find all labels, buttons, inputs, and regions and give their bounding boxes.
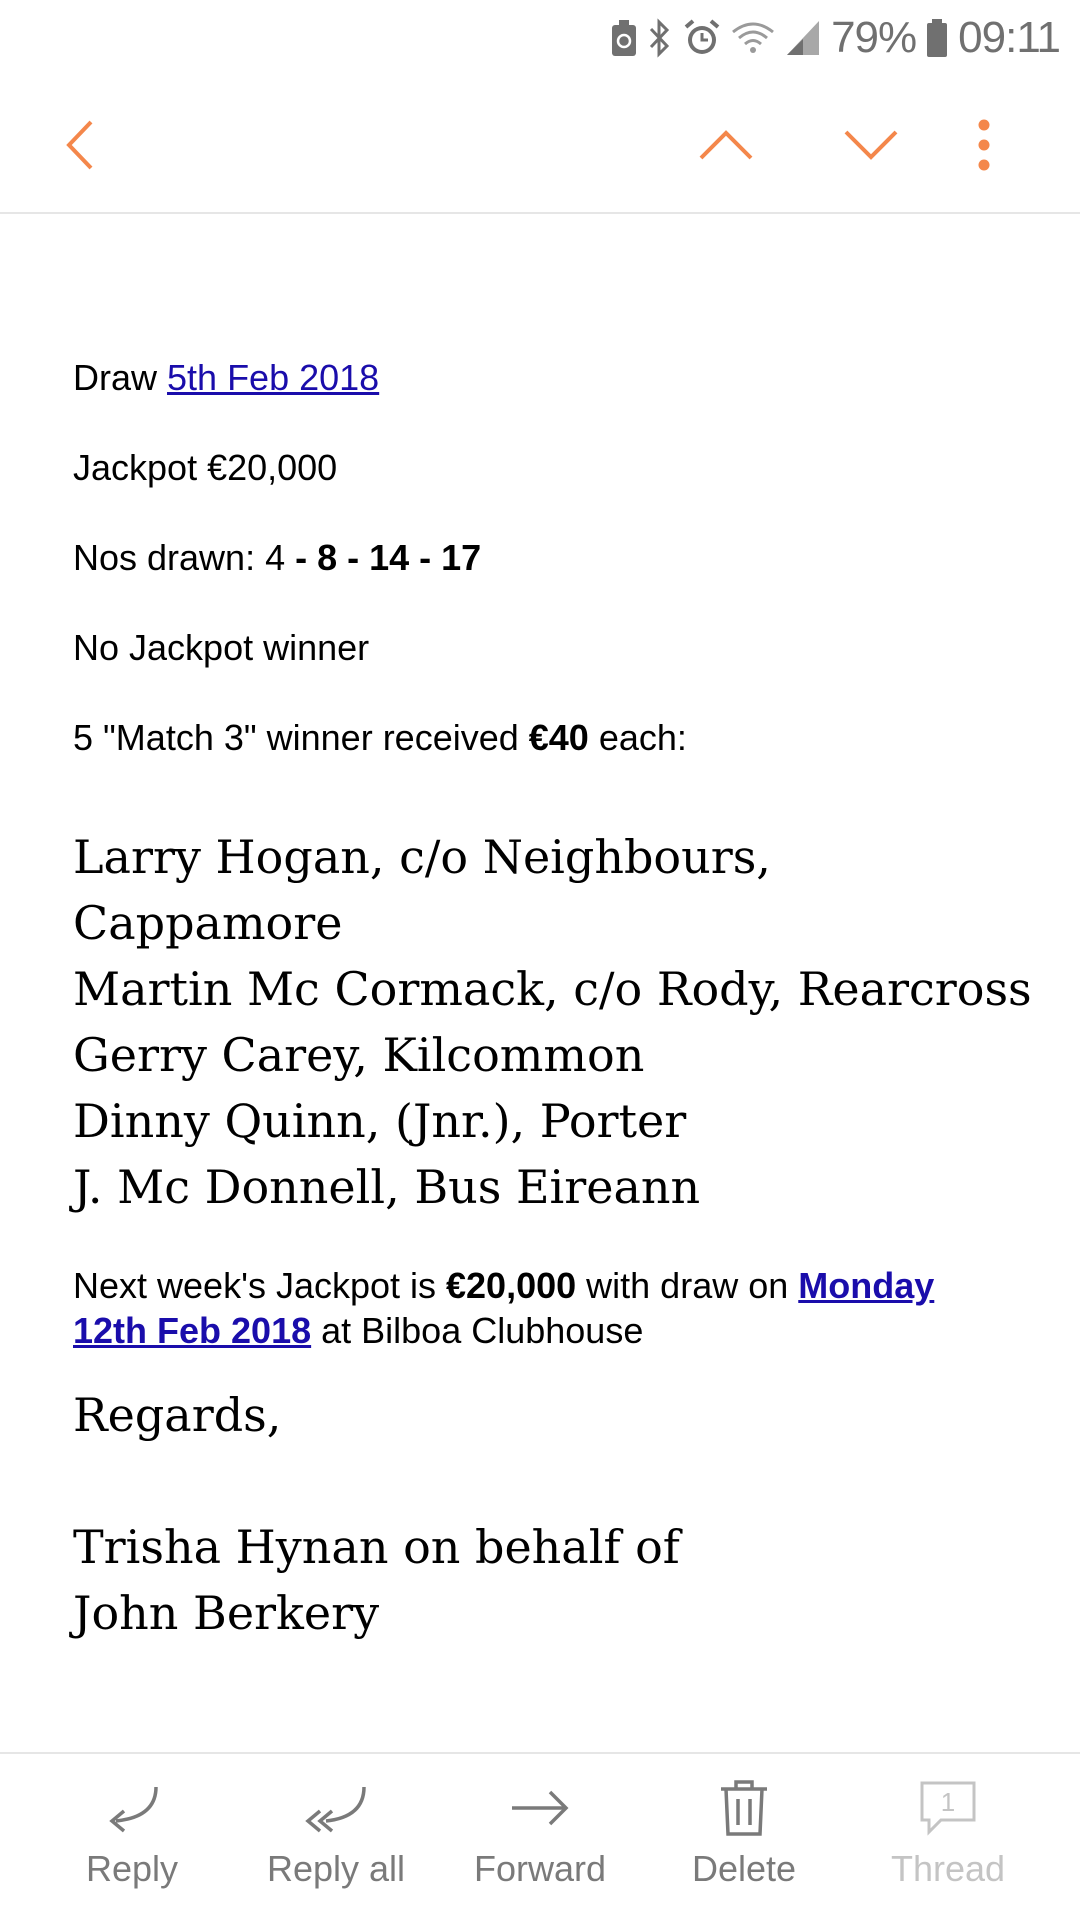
next-draw-venue: at Bilboa Clubhouse — [311, 1310, 644, 1351]
next-draw-date-link[interactable]: Monday — [798, 1265, 935, 1306]
reply-button[interactable] — [42, 1754, 222, 1920]
delete-icon — [719, 1779, 769, 1837]
draw-date-link[interactable]: 5th Feb 2018 — [167, 357, 380, 398]
next-jackpot-label: Next week's Jackpot is — [73, 1265, 447, 1306]
no-winner-line: No Jackpot winner — [73, 627, 370, 668]
signature-line: Trisha Hynan on behalf of — [73, 1520, 680, 1574]
winner-line: Cappamore — [73, 896, 343, 950]
winner-line: Larry Hogan, c/o Neighbours, — [73, 830, 771, 884]
winner-line: J. Mc Donnell, Bus Eireann — [73, 1160, 701, 1214]
back-button[interactable] — [40, 76, 120, 214]
reply-label: Reply — [85, 1848, 179, 1889]
jackpot-line: Jackpot €20,000 — [73, 447, 338, 488]
reply-icon — [104, 1783, 160, 1833]
delete-label: Delete — [691, 1848, 797, 1889]
numbers-drawn-line — [73, 536, 481, 580]
winners-list — [73, 824, 1032, 1220]
more-options-button[interactable] — [960, 76, 1008, 214]
bluetooth-icon — [647, 18, 673, 58]
signal-icon — [785, 19, 821, 57]
status-icons — [611, 14, 1060, 62]
draw-line — [73, 356, 379, 400]
winner-line: Gerry Carey, Kilcommon — [73, 1028, 645, 1082]
previous-email-icon — [698, 129, 754, 161]
clock: 09:11 — [958, 13, 1060, 62]
draw-label: Draw — [73, 357, 168, 398]
sync-icon — [611, 19, 637, 57]
next-draw-date-link-2[interactable]: 12th Feb 2018 — [73, 1310, 312, 1351]
previous-email-button[interactable] — [690, 76, 762, 214]
match-3-amount: €40 — [528, 717, 589, 758]
alarm-icon — [683, 18, 721, 58]
match-3-line — [73, 716, 687, 760]
numbers-drawn-label: Nos drawn: 4 — [73, 537, 296, 578]
thread-label: Thread — [890, 1848, 1006, 1889]
battery-percent: 79% — [831, 13, 917, 62]
status-bar — [0, 0, 1080, 76]
more-options-icon — [977, 119, 991, 171]
regards — [73, 1382, 281, 1448]
email-action-bar — [0, 1752, 1080, 1920]
thread-button[interactable] — [858, 1754, 1038, 1920]
winner-line: Martin Mc Cormack, c/o Rody, Rearcross — [73, 962, 1032, 1016]
email-body — [0, 214, 1080, 1752]
thread-icon — [919, 1780, 977, 1836]
match-3-suffix: each: — [588, 717, 687, 758]
regards-text: Regards, — [73, 1388, 282, 1442]
back-icon — [63, 119, 97, 171]
forward-icon — [510, 1788, 570, 1828]
winner-line: Dinny Quinn, (Jnr.), Porter — [73, 1094, 687, 1148]
next-jackpot-line-2 — [73, 1309, 643, 1353]
next-email-icon — [843, 129, 899, 161]
battery-icon — [926, 18, 948, 58]
wifi-icon — [731, 20, 775, 56]
next-email-button[interactable] — [835, 76, 907, 214]
email-toolbar — [0, 76, 1080, 214]
next-jackpot-line — [73, 1264, 934, 1308]
forward-button[interactable] — [450, 1754, 630, 1920]
delete-button[interactable] — [654, 1754, 834, 1920]
reply-all-icon — [304, 1783, 368, 1833]
match-3-label: 5 "Match 3" winner received — [73, 717, 529, 758]
next-jackpot-amount: €20,000 — [446, 1265, 577, 1306]
next-jackpot-middle: with draw on — [576, 1265, 799, 1306]
reply-all-label: Reply all — [266, 1848, 406, 1889]
signature — [73, 1514, 680, 1646]
numbers-drawn-values: - 8 - 14 - 17 — [295, 537, 482, 578]
thread-count: 1 — [940, 1787, 956, 1817]
forward-label: Forward — [473, 1848, 607, 1889]
reply-all-button[interactable] — [246, 1754, 426, 1920]
signature-line: John Berkery — [73, 1586, 380, 1640]
